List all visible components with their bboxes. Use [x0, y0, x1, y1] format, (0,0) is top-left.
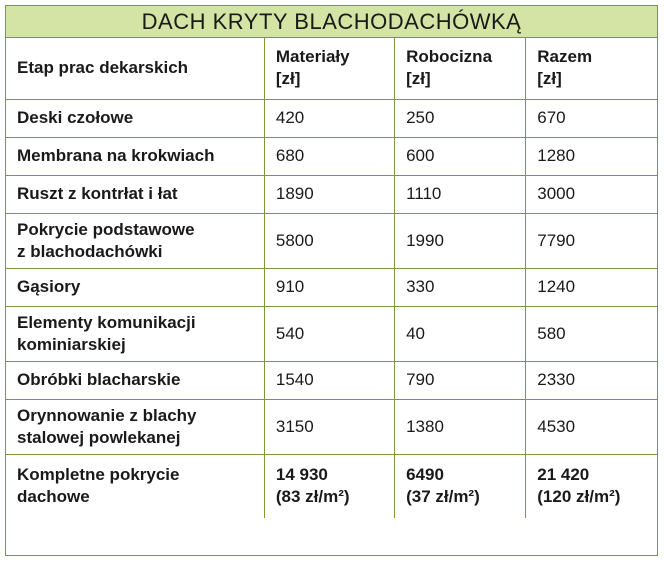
row-label-line: Deski czołowe — [17, 108, 134, 127]
header-stage: Etap prac dekarskich — [6, 38, 264, 99]
table-header-row — [6, 38, 657, 99]
cell-materials: 910 — [264, 268, 394, 306]
row-label — [6, 306, 264, 361]
cost-table-frame — [5, 5, 658, 556]
total-label-line: dachowe — [17, 487, 90, 507]
cost-table — [6, 38, 657, 518]
cell-labour: 790 — [395, 361, 526, 399]
cell-labour: 250 — [395, 99, 526, 137]
cell-total: 1280 — [526, 137, 657, 175]
header-materials-unit: [zł] — [275, 69, 301, 89]
header-total — [526, 38, 657, 99]
cell-total: 7790 — [526, 213, 657, 268]
cell-materials: 1540 — [264, 361, 394, 399]
table-row — [6, 213, 657, 268]
total-total — [526, 454, 657, 518]
table-row — [6, 175, 657, 213]
row-label-line: Membrana na krokwiach — [17, 146, 215, 165]
cell-total: 3000 — [526, 175, 657, 213]
header-labour-label: Robocizna — [406, 47, 493, 67]
cell-total: 670 — [526, 99, 657, 137]
total-materials — [264, 454, 394, 518]
total-total-per-m2: (120 zł/m²) — [537, 487, 621, 507]
header-materials-label: Materiały — [275, 47, 350, 67]
cell-materials: 3150 — [264, 399, 394, 454]
row-label — [6, 137, 264, 175]
total-labour-per-m2: (37 zł/m²) — [406, 487, 480, 507]
cell-total: 4530 — [526, 399, 657, 454]
row-label-line: kominiarskiej — [17, 334, 126, 354]
row-label-line: Orynnowanie z blachy — [17, 405, 197, 425]
row-label-line: z blachodachówki — [17, 241, 163, 261]
table-row — [6, 268, 657, 306]
table-title: DACH KRYTY BLACHODACHÓWKĄ — [6, 6, 657, 38]
cell-labour: 1990 — [395, 213, 526, 268]
row-label — [6, 99, 264, 137]
cell-materials: 1890 — [264, 175, 394, 213]
row-label-line: Gąsiory — [17, 277, 81, 296]
header-labour — [395, 38, 526, 99]
table-row — [6, 361, 657, 399]
table-row — [6, 137, 657, 175]
total-materials-value: 14 930 — [275, 465, 328, 485]
cell-materials: 5800 — [264, 213, 394, 268]
row-label — [6, 175, 264, 213]
row-label-line: Elementy komunikacji — [17, 312, 196, 332]
cell-total: 1240 — [526, 268, 657, 306]
row-label — [6, 399, 264, 454]
cell-materials: 540 — [264, 306, 394, 361]
row-label-line: Ruszt z kontrłat i łat — [17, 184, 178, 203]
cell-materials: 680 — [264, 137, 394, 175]
cell-labour: 40 — [395, 306, 526, 361]
row-label — [6, 361, 264, 399]
total-total-value: 21 420 — [537, 465, 590, 485]
cell-labour: 600 — [395, 137, 526, 175]
header-materials — [264, 38, 394, 99]
cell-labour: 1380 — [395, 399, 526, 454]
table-total-row — [6, 454, 657, 518]
total-label — [6, 454, 264, 518]
header-total-unit: [zł] — [537, 69, 562, 89]
cell-labour: 1110 — [395, 175, 526, 213]
total-labour — [395, 454, 526, 518]
header-labour-unit: [zł] — [406, 69, 431, 89]
table-row — [6, 99, 657, 137]
cell-total: 2330 — [526, 361, 657, 399]
cell-labour: 330 — [395, 268, 526, 306]
total-materials-per-m2: (83 zł/m²) — [275, 487, 350, 507]
row-label-line: Obróbki blacharskie — [17, 370, 181, 389]
row-label — [6, 268, 264, 306]
header-total-label: Razem — [537, 47, 593, 67]
total-label-line: Kompletne pokrycie — [17, 465, 180, 485]
table-row — [6, 306, 657, 361]
total-labour-value: 6490 — [406, 465, 444, 485]
cell-materials: 420 — [264, 99, 394, 137]
cell-total: 580 — [526, 306, 657, 361]
table-row — [6, 399, 657, 454]
row-label-line: Pokrycie podstawowe — [17, 219, 195, 239]
row-label-line: stalowej powlekanej — [17, 427, 181, 447]
row-label — [6, 213, 264, 268]
